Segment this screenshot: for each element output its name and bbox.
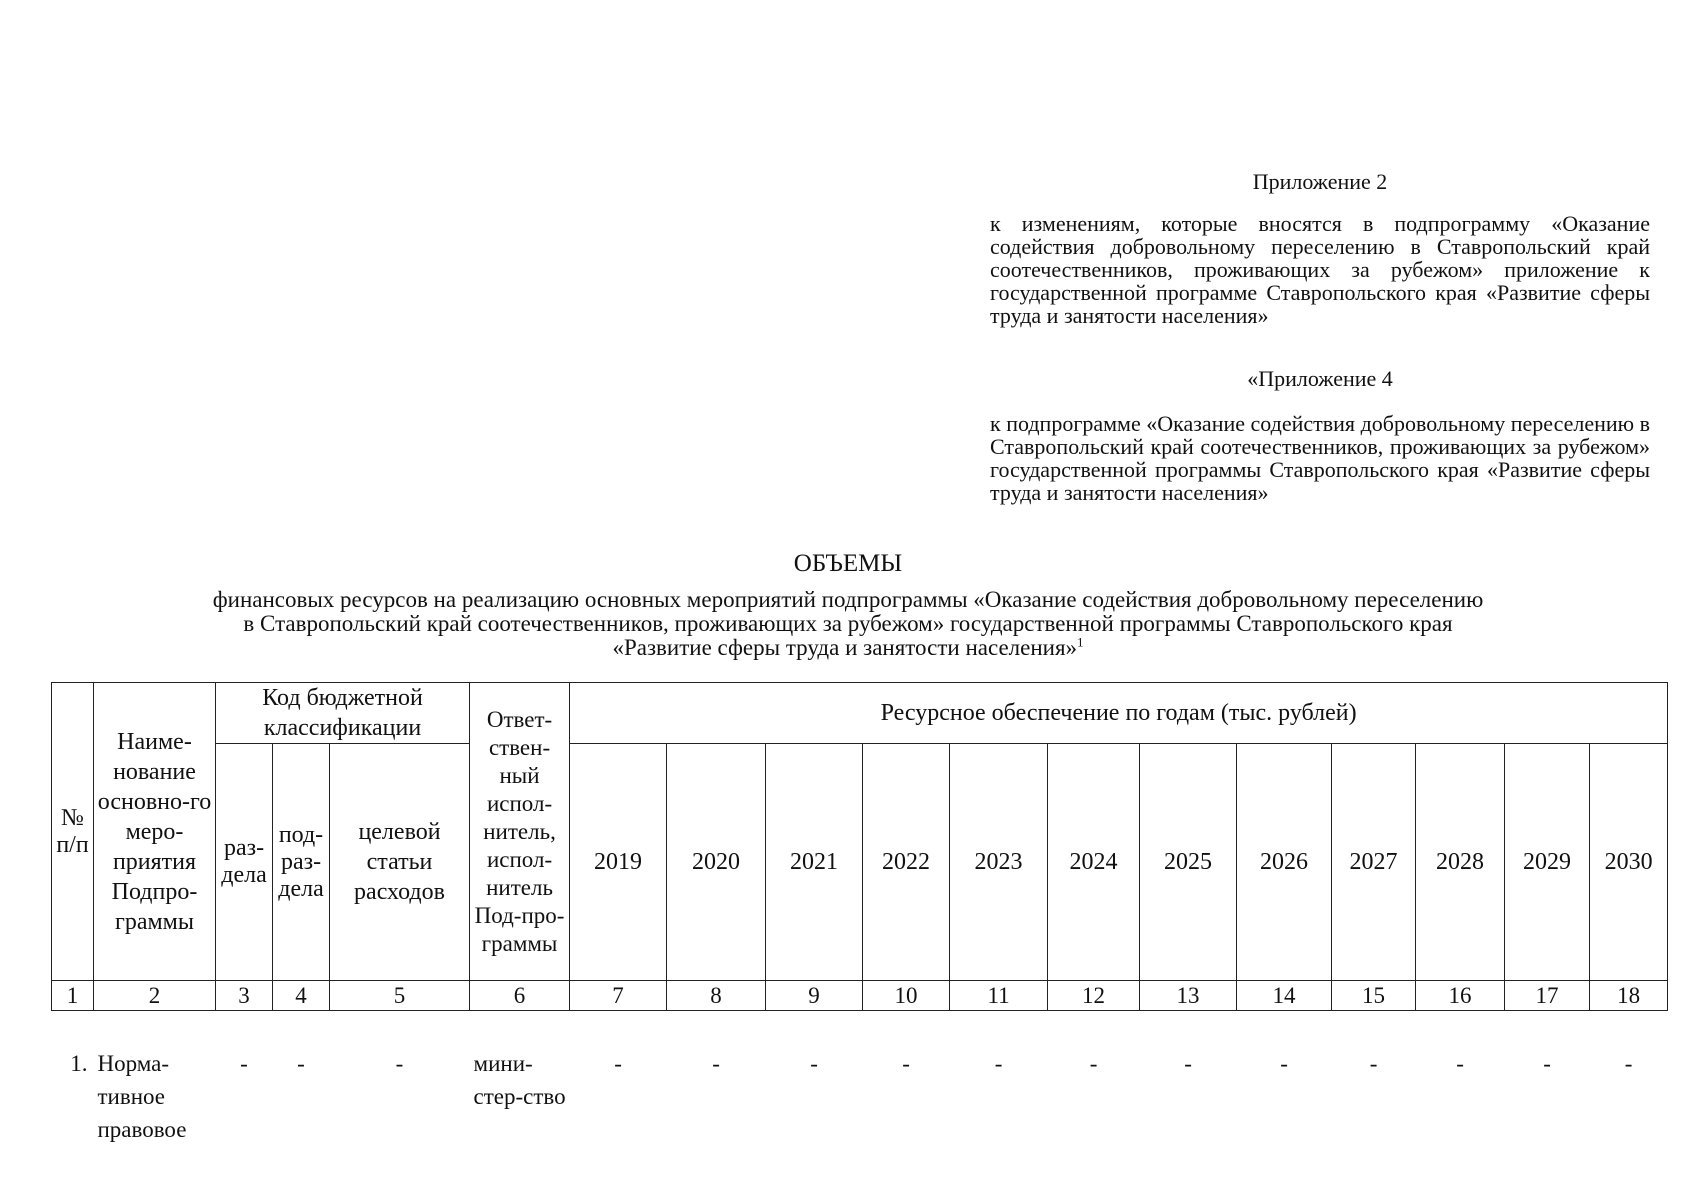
column-number: 4: [273, 981, 330, 1011]
row-year-value: -: [712, 1051, 720, 1076]
row-number: 1.: [70, 1051, 88, 1076]
header-year: 2024: [1048, 744, 1140, 981]
column-number: 9: [766, 981, 863, 1011]
column-number: 10: [863, 981, 950, 1011]
document-subtitle-text: «Развитие сферы труда и занятости населения»: [612, 635, 1078, 660]
row-year-value: -: [1184, 1051, 1192, 1076]
row-year-value: -: [614, 1051, 622, 1076]
header-year: 2029: [1505, 744, 1590, 981]
column-number: 1: [52, 981, 94, 1011]
budget-table: [51, 682, 1668, 1146]
column-number: 15: [1332, 981, 1416, 1011]
column-number: 17: [1505, 981, 1590, 1011]
row-year-value: -: [1456, 1051, 1464, 1076]
header-year: 2028: [1416, 744, 1505, 981]
row-subsection: -: [297, 1051, 305, 1076]
row-year-value: -: [810, 1051, 818, 1076]
column-number: 7: [570, 981, 667, 1011]
annex4-title: «Приложение 4: [1247, 366, 1393, 391]
document-title: ОБЪЕМЫ: [793, 550, 903, 577]
header-year: 2025: [1140, 744, 1237, 981]
header-year: 2020: [667, 744, 766, 981]
document-subtitle-line: в Ставропольский край соотечественников, проживающих за рубежом» государственной программы Ставропольского края: [243, 611, 1453, 636]
annex2-text: к изменениям, которые вносятся в подпрограмму «Оказание содействия добровольному переселению в Ставропольский край соотечественников, проживающих за рубежом» приложение к государственной программе Ставропольского края «Развитие сферы труда и занятости населения»: [990, 211, 1650, 328]
annex2-title: Приложение 2: [1252, 169, 1388, 194]
header-subsection: под-раз-дела: [273, 744, 330, 981]
row-section: -: [240, 1051, 248, 1076]
column-number: 11: [950, 981, 1048, 1011]
header-executor: Ответ-ствен-ный испол-нитель, испол-нитель Под-про-граммы: [470, 683, 570, 981]
column-number: 3: [216, 981, 273, 1011]
column-number: 12: [1048, 981, 1140, 1011]
header-year: 2019: [570, 744, 667, 981]
header-year: 2027: [1332, 744, 1416, 981]
row-year-value: -: [1543, 1051, 1551, 1076]
header-section: раз-дела: [216, 744, 273, 981]
row-year-value: -: [1369, 1051, 1378, 1076]
header-year: 2026: [1237, 744, 1332, 981]
column-number: 8: [667, 981, 766, 1011]
header-measure-name: Наиме-нование основно-го меро-приятия Подпро-граммы: [94, 683, 216, 981]
header-resources: Ресурсное обеспечение по годам (тыс. рублей): [570, 683, 1668, 744]
header-target-item: целевой статьи расходов: [330, 744, 470, 981]
row-year-value: -: [1280, 1051, 1288, 1076]
header-year: 2023: [950, 744, 1048, 981]
header-year: 2030: [1590, 744, 1668, 981]
header-year: 2021: [766, 744, 863, 981]
column-number: 16: [1416, 981, 1505, 1011]
column-number: 18: [1590, 981, 1668, 1011]
column-number: 6: [470, 981, 570, 1011]
row-year-value: -: [994, 1051, 1003, 1076]
header-number: № п/п: [52, 683, 94, 981]
annex4-text: к подпрограмме «Оказание содействия добровольному переселению в Ставропольский край соотечественников, проживающих за рубежом» государственной программы Ставропольского края «Развитие сферы труда и занятости населения»: [990, 411, 1650, 505]
header-year: 2022: [863, 744, 950, 981]
column-number: 14: [1237, 981, 1332, 1011]
document-subtitle-line: финансовых ресурсов на реализацию основных мероприятий подпрограммы «Оказание содействия добровольному переселению: [212, 587, 1484, 612]
row-year-value: -: [1624, 1051, 1633, 1076]
footnote-mark: 1: [1077, 634, 1084, 650]
document-subtitle: [60, 588, 1636, 660]
column-number: 13: [1140, 981, 1237, 1011]
row-year-value: -: [902, 1051, 910, 1076]
row-year-value: -: [1089, 1051, 1098, 1076]
row-target-item: -: [395, 1051, 404, 1076]
document-subtitle-line: [60, 636, 1636, 660]
row-executor: мини-стер-ство: [473, 1051, 566, 1109]
row-measure-name: Норма-тивное правовое: [97, 1051, 187, 1142]
header-budget-code: Код бюджетной классификации: [216, 683, 470, 744]
column-number: 5: [330, 981, 470, 1011]
column-number: 2: [94, 981, 216, 1011]
